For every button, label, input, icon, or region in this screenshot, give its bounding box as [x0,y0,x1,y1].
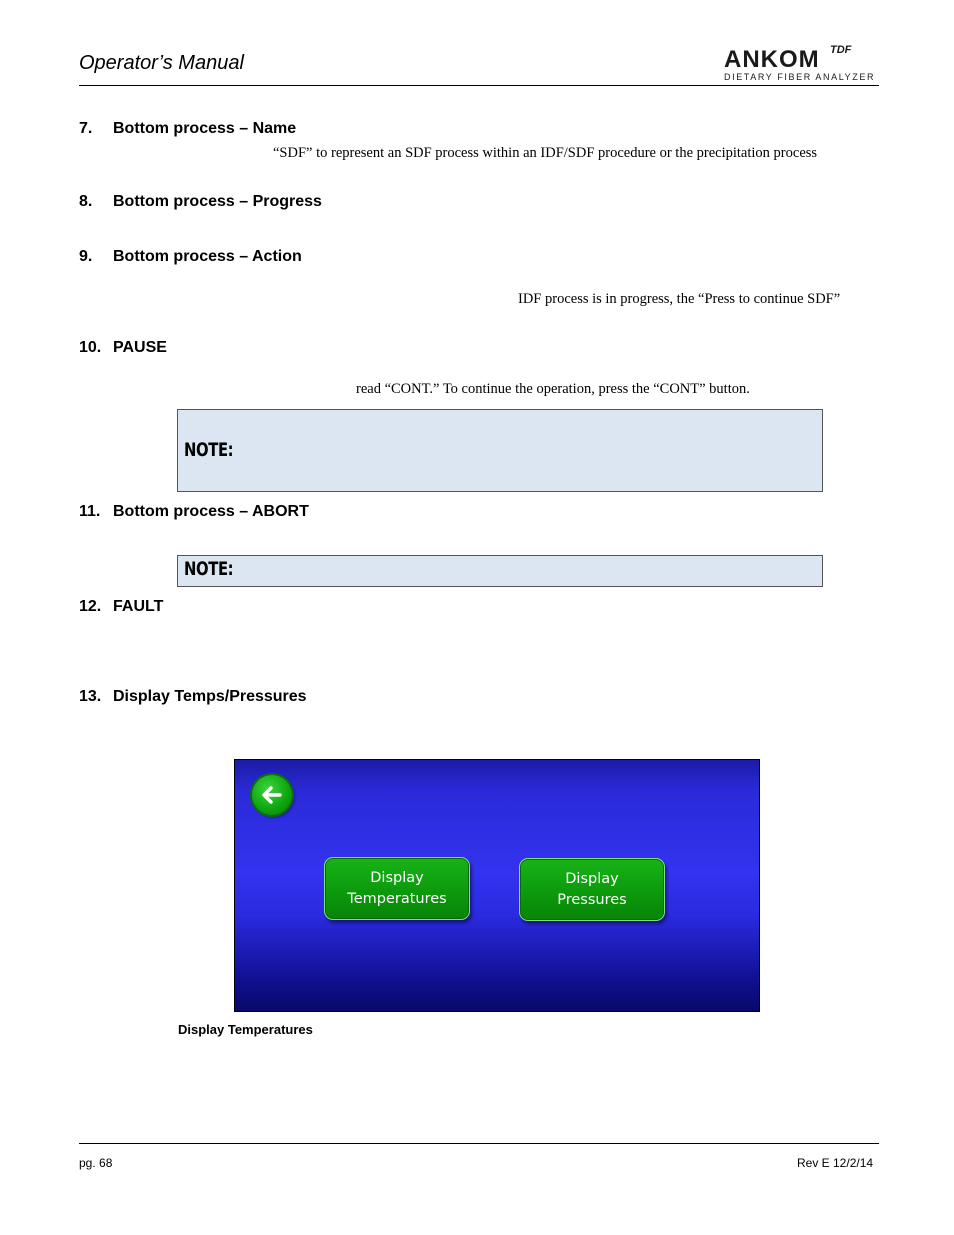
back-button[interactable] [252,775,292,815]
note-label: NOTE: [184,558,234,580]
footer-rule [79,1143,879,1144]
section-9-heading [79,248,302,266]
touchscreen-display [234,759,760,1012]
section-9-text: IDF process is in progress, the “Press to continue SDF” [518,291,841,307]
button-label-line2: Temperatures [347,890,447,907]
section-number: 9. [79,248,93,265]
section-number: 11. [79,503,101,520]
button-label-line2: Pressures [557,891,627,908]
section-10-heading [79,339,167,357]
section-number: 12. [79,598,102,615]
display-temperatures-button[interactable] [324,857,470,920]
section-number: 10. [79,339,102,356]
section-title: FAULT [113,598,164,615]
logo-subtitle: DIETARY FIBER ANALYZER [724,72,876,82]
button-label-line1: Display [370,869,424,886]
page-number: pg. 68 [79,1156,113,1170]
note-label: NOTE: [184,439,234,461]
display-pressures-button[interactable] [519,858,665,921]
header-rule [79,85,879,86]
section-title: Bottom process – Name [113,120,297,137]
section-title: Bottom process – ABORT [113,503,309,520]
section-title: Bottom process – Progress [113,193,322,210]
section-title: Bottom process – Action [113,248,302,265]
section-7-text: “SDF” to represent an SDF process within an IDF/SDF procedure or the precipitation process [273,145,818,161]
note-box [177,555,823,587]
logo-superscript: TDF [830,44,852,56]
section-10-text: read “CONT.” To continue the operation, press the “CONT” button. [356,381,750,397]
document-title: Operator’s Manual [79,52,244,74]
section-title: PAUSE [113,339,167,356]
section-13-heading [79,688,307,706]
section-number: 7. [79,120,93,137]
button-label-line1: Display [565,870,619,887]
logo-word: ANKOM [724,46,820,73]
section-8-heading [79,193,322,211]
note-box [177,409,823,492]
section-title: Display Temps/Pressures [113,688,307,705]
ankom-logo [722,46,882,84]
figure-caption: Display Temperatures [178,1022,313,1037]
arrow-left-icon [258,781,286,809]
section-number: 8. [79,193,93,210]
section-number: 13. [79,688,102,705]
section-11-heading [79,503,309,521]
section-7-heading [79,120,296,138]
revision-label: Rev E 12/2/14 [797,1156,874,1170]
section-12-heading [79,598,163,616]
